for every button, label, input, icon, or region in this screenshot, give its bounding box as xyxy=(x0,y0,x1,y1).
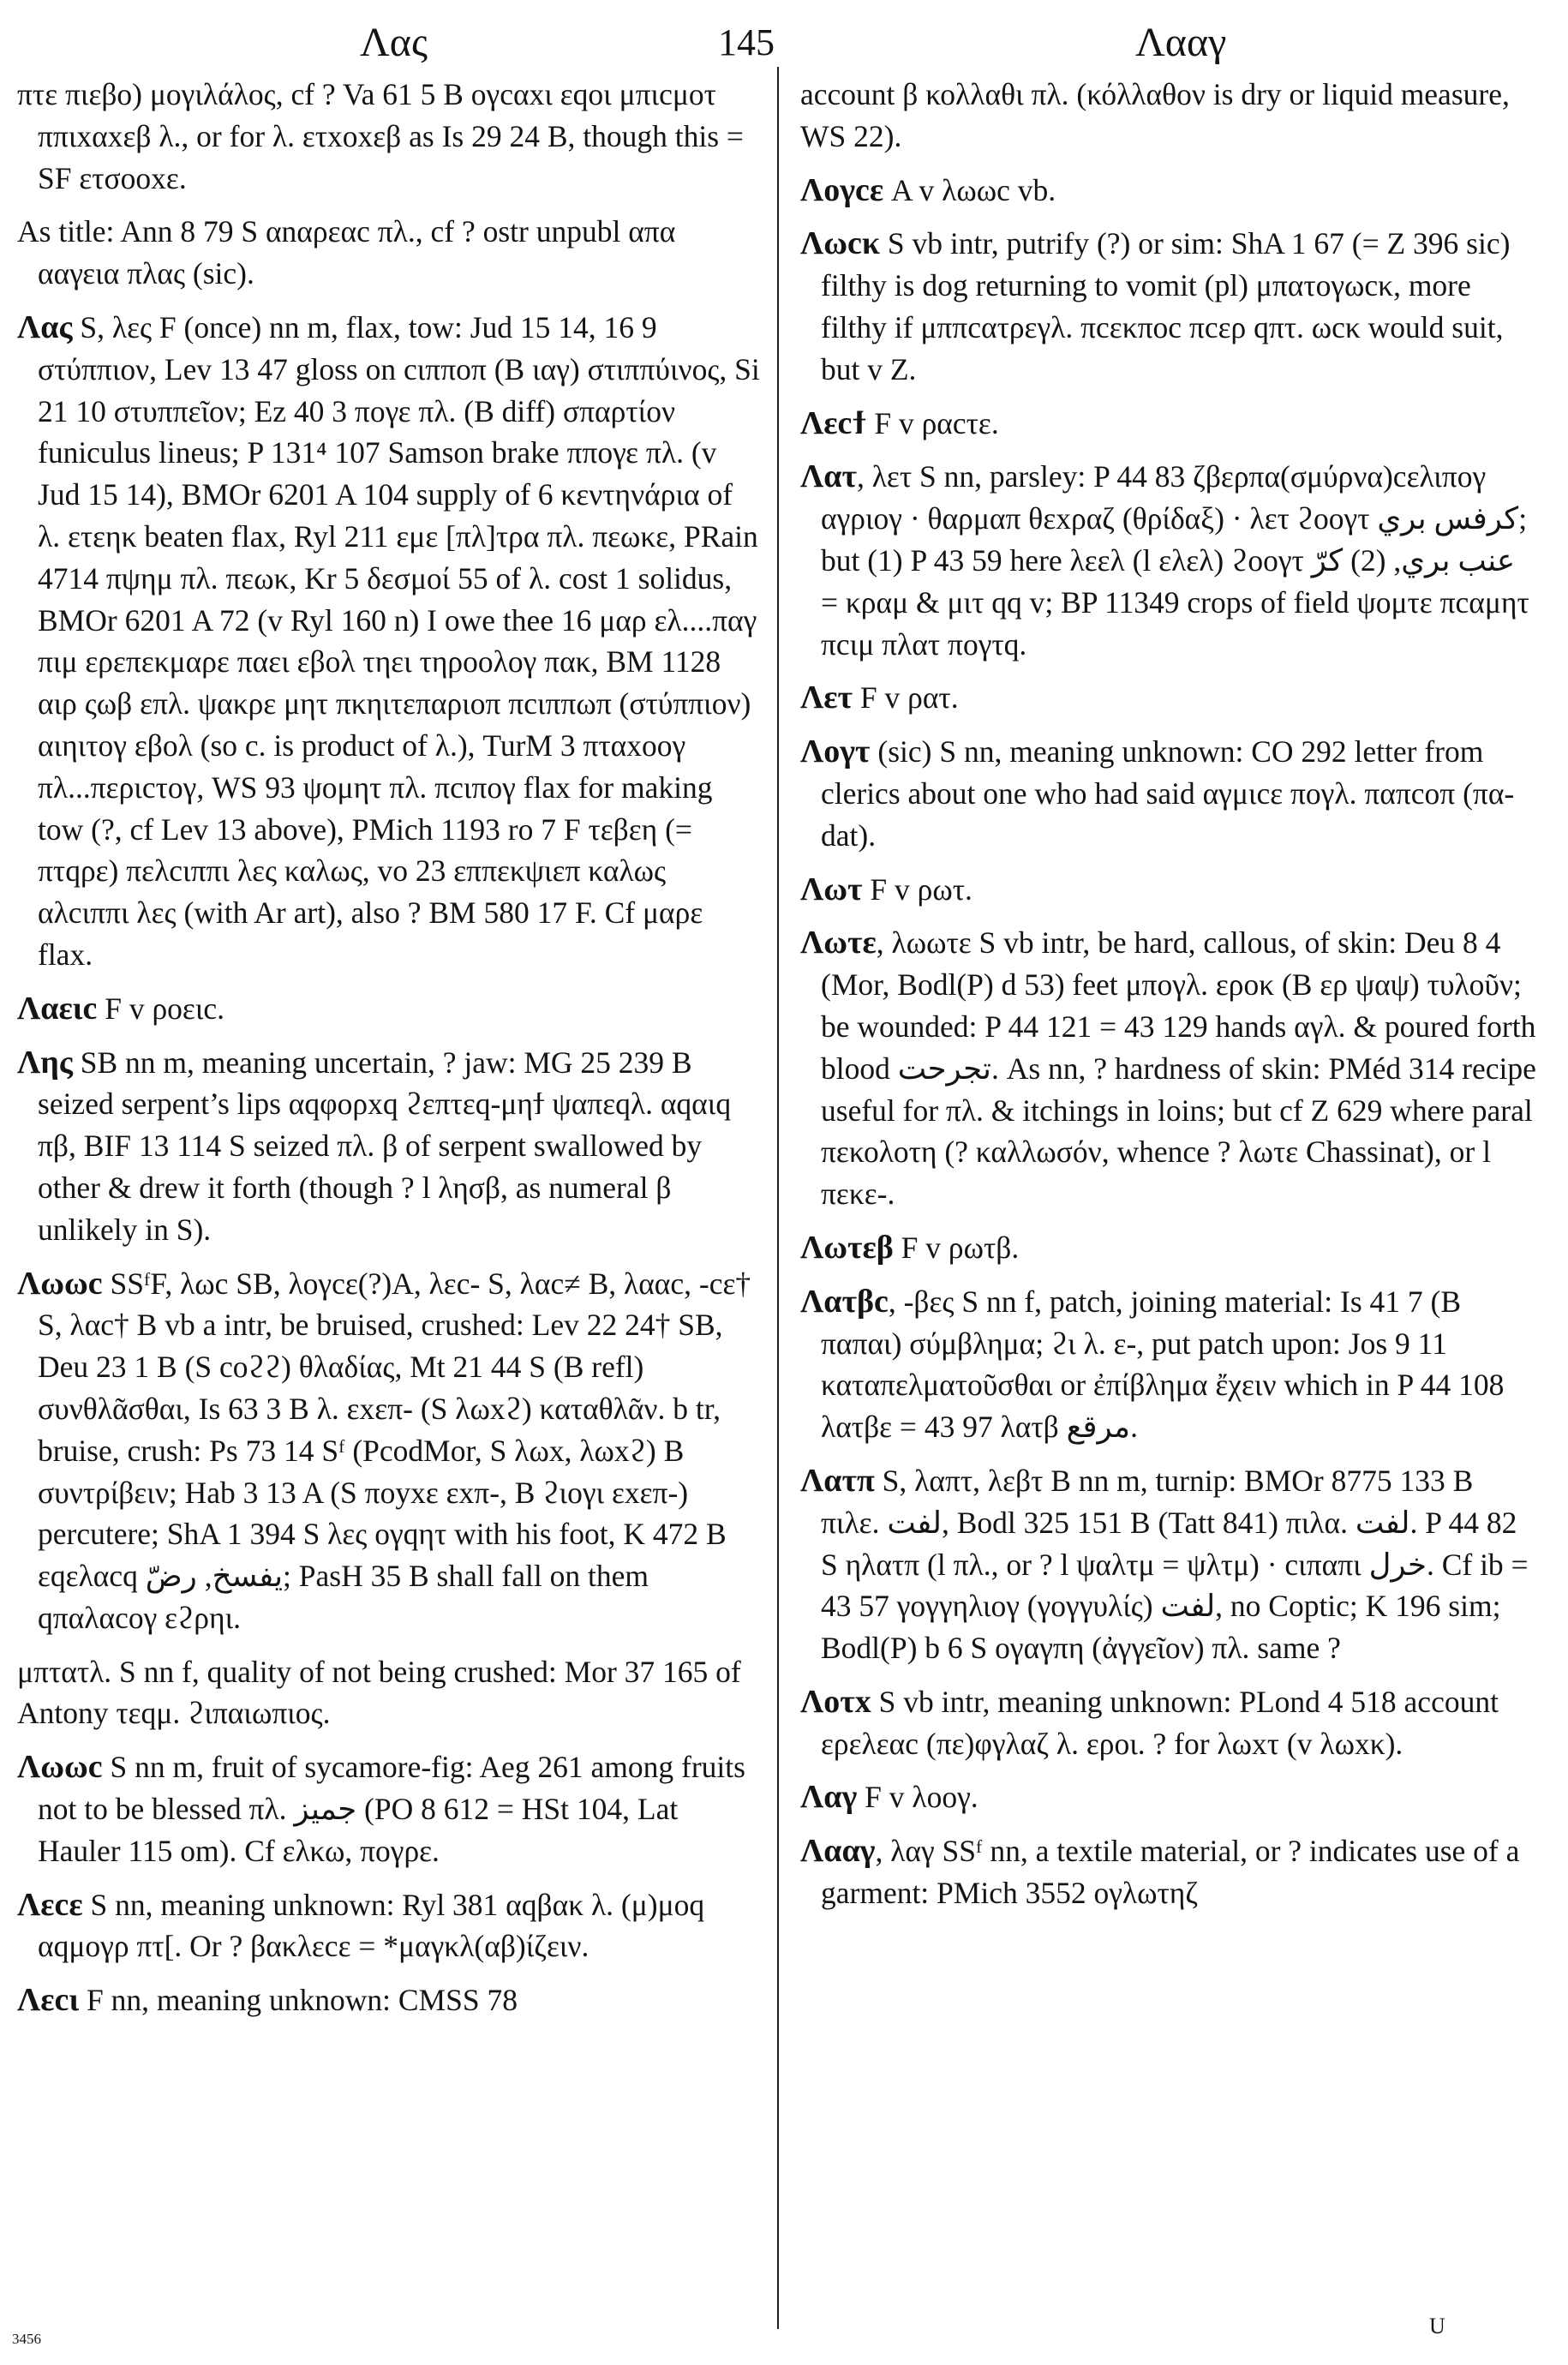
dictionary-entry xyxy=(17,988,763,1030)
entry-headword: Λωωc xyxy=(17,1749,103,1786)
entry-headword: Λογcε xyxy=(800,171,884,208)
entry-text: A v λωωc vb. xyxy=(883,172,1056,207)
entry-headword: Λεcϯ xyxy=(800,404,867,441)
dictionary-entry xyxy=(17,307,763,976)
entry-headword: Λογτ xyxy=(800,733,871,770)
dictionary-entry xyxy=(800,922,1537,1215)
dictionary-entry xyxy=(800,731,1537,856)
entry-text: , λωωτε S vb intr, be hard, callous, of skin: Deu 8 4 (Mor, Bodl(P) d 53) feet μπογλ. ερoκ (B ερ ψαψ) τυλοῦν; be wounded: P 44 121 = 43 129 hands αγλ. & poured forth blood تجرحت. As nn, ? hardness of skin: PMéd 314 recipe useful for πλ. & itchings in loins; but cf Z 629 where paral πεκολοτη (? καλλωσόν, whence ? λωτε Chassinat), or l πεκε-. xyxy=(821,925,1536,1212)
dictionary-entry xyxy=(17,74,763,199)
entry-headword: Λωτ xyxy=(800,871,863,907)
dictionary-entry xyxy=(17,211,763,295)
left-column xyxy=(17,74,763,2033)
entry-text: S vb intr, meaning unknown: PLond 4 518 account ερελεαc (πε)φγλαζ λ. εροι. ? for λωxτ (v λωxκ). xyxy=(821,1684,1499,1761)
dictionary-entry xyxy=(800,170,1537,212)
dictionary-entry xyxy=(800,223,1537,390)
entry-text: S, λες F (once) nn m, flax, tow: Jud 15 14, 16 9 στύππιον, Lev 13 47 gloss on cιππoπ (B ιαγ) στιππύινος, Si 21 10 στυππεῖον; Ez 40 3 πογε πλ. (B diff) σπαρτίον funiculus lineus; P 131⁴ 107 Samson brake ππογε πλ. (v Jud 15 14), BMOr 6201 A 104 supply of 6 κεντηνάρια of λ. ετεηκ beaten flax, Ryl 211 εμε [πλ]τρα πλ. πεωκε, PRain 4714 πψημ πλ. πεωκ, Kr 5 δεσμοί 55 of λ. cost 1 solidus, BMOr 6201 A 72 (v Ryl 160 n) I owe thee 16 μαρ ελ....παγ πιμ ερεπεκμαρε παει εβολ τηει τηροολογ πακ, BM 1128 αιρ ςωβ επλ. ψακρε μητ πκηιτεπαριοπ πcιππωπ (στύππιον) αιηιτογ εβολ (so c. is product of λ.), TurM 3 πταxοογ πλ...περιcτογ, WS 93 ψομητ πλ. πcιπογ flax for making tow (?, cf Lev 13 above), PMich 1193 ro 7 F τεβεη (= πτqρε) πελcιππι λες καλως, vo 23 εππεκψιεπ καλως αλcιππι λες (with Ar art), also ? BM 580 17 F. Cf μαρε flax. xyxy=(38,309,760,972)
entry-text: SB nn m, meaning uncertain, ? jaw: MG 25 239 B seized serpent’s lips αqφορxq ϩεπτεq-μηϯ ψαπεqλ. αqαιq πβ, BIF 13 114 S seized πλ. β of serpent swallowed by other & drew it forth (though ? l λησβ, as numeral β unlikely in S). xyxy=(38,1045,732,1247)
entry-text: S nn m, fruit of sycamore-fig: Aeg 261 among fruits not to be blessed πλ. جميز (PO 8 612 = HSt 104, Lat Hauler 115 om). Cf ελκω, πογρε. xyxy=(38,1750,745,1868)
dictionary-entry xyxy=(800,1776,1537,1818)
entry-headword: Λωcκ xyxy=(800,225,880,262)
entry-text: , λαγ SSᶠ nn, a textile material, or ? indicates use of a garment: PMich 3552 ογλωτηζ xyxy=(821,1834,1520,1911)
entry-text: As title: Ann 8 79 S αnαρεαc πλ., cf ? ostr unpubl απα ααγεια πλας (sic). xyxy=(17,214,676,291)
entry-headword: Λαειc xyxy=(17,990,98,1027)
entry-headword: Λας xyxy=(17,308,73,345)
dictionary-entry xyxy=(17,1746,763,1871)
entry-headword: Λεcι xyxy=(17,1982,80,2019)
column-divider xyxy=(777,67,779,2329)
entry-text: πτε πιεβο) μογιλάλος, cf ? Va 61 5 B ογcαxι εqοι μπιcμοτ ππιxαxεβ λ., or for λ. ετxοxεβ as Is 29 24 B, though this = SF ετσοοxε. xyxy=(17,77,744,195)
dictionary-entry xyxy=(800,1830,1537,1914)
dictionary-entry xyxy=(800,1460,1537,1669)
page-number: 145 xyxy=(718,21,775,63)
entry-headword: Λααγ xyxy=(800,1833,876,1870)
dictionary-entry xyxy=(800,1281,1537,1448)
entry-text: F v ραcτε. xyxy=(866,405,999,440)
dictionary-entry xyxy=(800,456,1537,665)
entry-text: S nn, meaning unknown: Ryl 381 αqβακ λ. (μ)μοq αqμογρ πτ[. Or ? βακλεcε = *μαγκλ(αβ)ίζειν. xyxy=(38,1887,705,1964)
entry-headword: Λετ xyxy=(800,680,853,716)
entry-text: F v ρατ. xyxy=(853,680,959,715)
entry-text: , -βες S nn f, patch, joining material: Is 41 7 (B παπαι) σύμβλημα; ϩι λ. ε-, put patch upon: Jos 9 11 καταπελματοῦσθαι or ἐπίβλημα ἔχειν which in P 44 108 λατβε = 43 97 λατβ مرقع. xyxy=(821,1284,1505,1445)
entry-text: SSᶠF, λωc SB, λογcε(?)A, λεc- S, λαc≠ B, λααc, -cε† S, λαc† B vb a intr, be bruised, crushed: Lev 22 24† SB, Deu 23 1 B (S cοϩϩ) θλαδίας, Mt 21 44 S (B refl) συνθλᾶσθαι, Is 63 3 B λ. εxεπ- (S λωxϩ) καταθλᾶν. b tr, bruise, crush: Ps 73 14 Sᶠ (PcodMor, S λωx, λωxϩ) B συντρίβειν; Hab 3 13 A (S ποyxε εxπ-, B ϩιογι εxεπ-) percutere; ShA 1 394 S λες ογqητ with his foot, K 472 B εqελαcq يفسخ, رضّ; PasH 35 B shall fall on them qπαλαcογ εϩρηι. xyxy=(38,1266,751,1635)
entry-headword: Λης xyxy=(17,1044,73,1081)
dictionary-entry xyxy=(800,1681,1537,1765)
dictionary-entry xyxy=(800,1227,1537,1269)
right-column xyxy=(800,74,1537,1926)
entry-text: F v ρωτ. xyxy=(862,871,973,907)
entry-headword: Λαγ xyxy=(800,1779,858,1816)
entry-headword: Λωωc xyxy=(17,1265,103,1302)
entry-text: F v ροειc. xyxy=(97,991,225,1026)
entry-text: F v λοογ. xyxy=(857,1780,979,1815)
dictionary-entry xyxy=(17,1979,763,2021)
figure-code: 3456 xyxy=(12,2331,41,2347)
entry-text: account β κολλαθι πλ. (κόλλαθον is dry or liquid measure, WS 22). xyxy=(800,77,1510,153)
entry-text: (sic) S nn, meaning unknown: CO 292 letter from clerics about one who had said αγμιcε πογλ. παπcοπ (πα- dat). xyxy=(821,734,1515,853)
entry-text: , λετ S nn, parsley: P 44 83 ζβερπα(σμύρνα)cελιπογ αγριογ · θαρμαπ θεxραζ (θρίδαξ) · λετ ϩοογτ كرفس بري; but (1) P 43 59 here λεελ (l ελελ) ϩοογτ عنب بري, (2) كرّ = κραμ & μιτ qq v; BP 11349 crops of field ψομτε πcαμητ πcιμ πλατ πογτq. xyxy=(821,459,1529,662)
dictionary-entry xyxy=(17,1263,763,1639)
signature-mark: U xyxy=(1429,2314,1445,2338)
right-running-head: Λααγ xyxy=(1135,20,1227,65)
dictionary-entry xyxy=(800,869,1537,911)
entry-text: S, λαπτ, λεβτ B nn m, turnip: BMOr 8775 133 B πιλε. لفت, Bodl 325 151 B (Tatt 841) πιλα. لفت. P 44 82 S ηλατπ (l πλ., or ? l ψαλτμ = ψλτμ) · cιπαπι خرل. Cf ib = 43 57 γογγηλιογ (γογγυλίς) لفت, no Coptic; K 196 sim; Bodl(P) b 6 S ογαγπη (ἀγγεῖον) πλ. same ? xyxy=(821,1463,1529,1666)
entry-headword: Λατπ xyxy=(800,1462,875,1499)
left-running-head: Λας xyxy=(360,20,428,65)
entry-text: S vb intr, putrify (?) or sim: ShA 1 67 (= Z 396 sic) filthy is dog returning to vomit (pl) μπατογωcκ, more filthy if μππcατρεγλ. πcεκποc πcερ qπτ. ωcκ would suit, but v Z. xyxy=(821,226,1511,386)
dictionary-entry xyxy=(17,1042,763,1251)
entry-text: μπτατλ. S nn f, quality of not being crushed: Mor 37 165 of Antony τεqμ. ϩιπαιωπιος. xyxy=(17,1654,741,1731)
entry-text: F v ρωτβ. xyxy=(893,1230,1020,1265)
entry-headword: Λωτεβ xyxy=(800,1229,894,1266)
dictionary-entry xyxy=(17,1884,763,1968)
dictionary-entry xyxy=(17,1651,763,1735)
entry-headword: Λατ xyxy=(800,458,857,495)
entry-headword: Λατβc xyxy=(800,1283,889,1320)
dictionary-entry xyxy=(800,677,1537,719)
entry-headword: Λοτx xyxy=(800,1683,871,1720)
entry-text: F nn, meaning unknown: CMSS 78 xyxy=(79,1983,518,2018)
page-header xyxy=(0,19,1568,70)
dictionary-entry xyxy=(800,74,1537,158)
entry-headword: Λωτε xyxy=(800,925,877,961)
dictionary-entry xyxy=(800,403,1537,445)
entry-headword: Λεcε xyxy=(17,1886,83,1923)
